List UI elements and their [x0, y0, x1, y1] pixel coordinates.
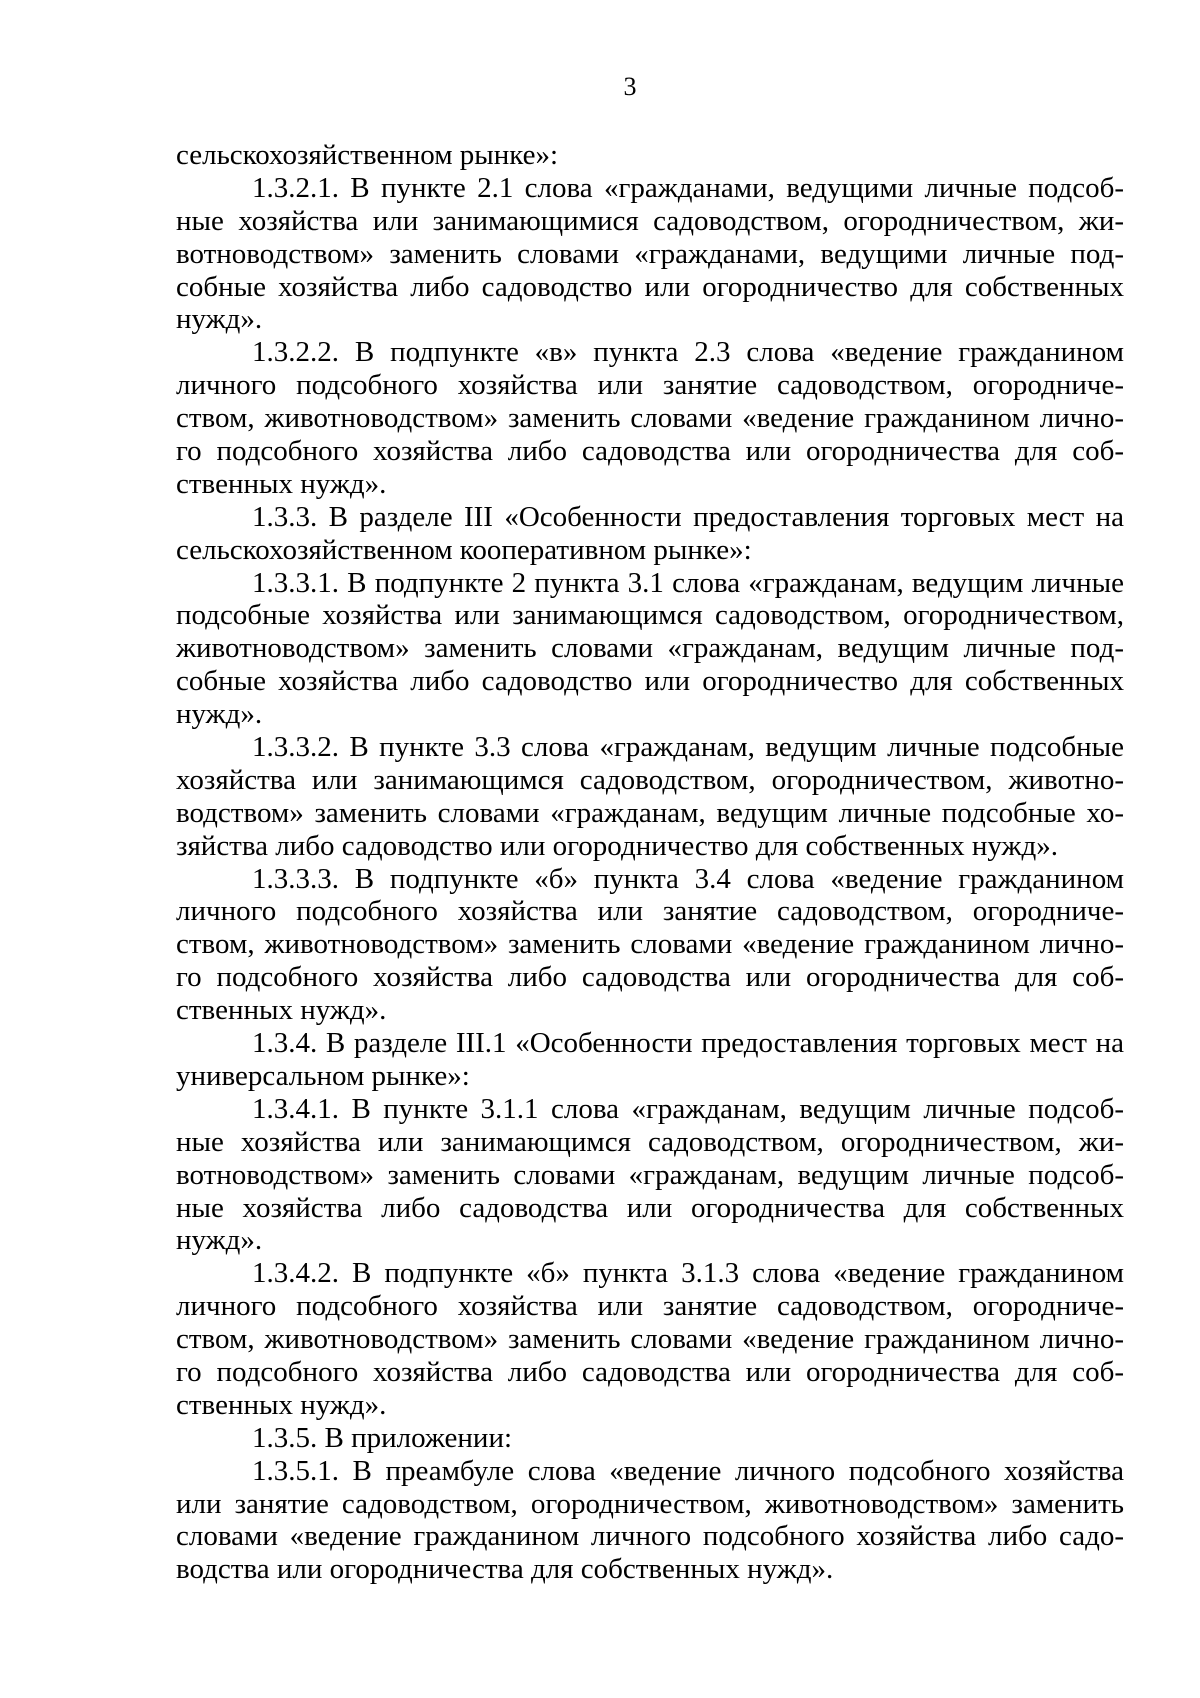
text-line: личного подсобного хозяйства или занятие садоводством, огородниче- [176, 895, 1124, 928]
text-line: 1.3.3.3. В подпункте «б» пункта 3.4 слова «ведение гражданином [252, 862, 1124, 895]
text-line: го подсобного хозяйства либо садоводства или огородничества для соб- [176, 435, 1124, 468]
text-line: хозяйства или занимающимся садоводством, огородничеством, животно- [176, 763, 1124, 796]
text-line: собные хозяйства либо садоводство или огородничество для собственных [176, 665, 1124, 698]
text-line: личного подсобного хозяйства или занятие садоводством, огородниче- [176, 369, 1124, 402]
text-line: универсальном рынке»: [176, 1059, 470, 1092]
text-line: вотноводством» заменить словами «гражданам, ведущим личные подсоб- [176, 1158, 1124, 1191]
text-line: нужд». [176, 698, 263, 731]
document-body [176, 139, 1124, 1586]
text-line: 1.3.3. В разделе III «Особенности предоставления торговых мест на [252, 500, 1124, 533]
text-line: или занятие садоводством, огородничеством, животноводством» заменить [176, 1487, 1124, 1520]
text-line: нужд». [176, 303, 263, 336]
text-line: 1.3.3.1. В подпункте 2 пункта 3.1 слова «гражданам, ведущим личные [252, 566, 1124, 599]
text-line: водства или огородничества для собственных нужд». [176, 1553, 834, 1586]
text-line: 1.3.2.1. В пункте 2.1 слова «гражданами, ведущими личные подсоб- [252, 171, 1124, 204]
text-line: 1.3.3.2. В пункте 3.3 слова «гражданам, ведущим личные подсобные [252, 731, 1124, 764]
text-line: ные хозяйства или занимающимся садоводством, огородничеством, жи- [176, 1125, 1124, 1158]
text-line: ные хозяйства или занимающимися садоводством, огородничеством, жи- [176, 204, 1124, 237]
text-line: 1.3.5. В приложении: [252, 1421, 513, 1454]
text-line: вотноводством» заменить словами «гражданами, ведущими личные под- [176, 237, 1124, 270]
text-line: словами «ведение гражданином личного подсобного хозяйства либо садо- [176, 1520, 1124, 1553]
page-number: 3 [623, 72, 637, 101]
text-line: го подсобного хозяйства либо садоводства или огородничества для соб- [176, 1355, 1124, 1388]
text-line: ственных нужд». [176, 1388, 387, 1421]
text-line: 1.3.5.1. В преамбуле слова «ведение личного подсобного хозяйства [252, 1454, 1124, 1487]
text-line: ные хозяйства либо садоводства или огородничества для собственных [176, 1191, 1124, 1224]
text-line: собные хозяйства либо садоводство или огородничество для собственных [176, 270, 1124, 303]
text-line: ством, животноводством» заменить словами «ведение гражданином лично- [176, 402, 1124, 435]
text-line: водством» заменить словами «гражданам, ведущим личные подсобные хо- [176, 796, 1124, 829]
text-line: животноводством» заменить словами «гражданам, ведущим личные под- [176, 632, 1124, 665]
text-line: 1.3.4. В разделе III.1 «Особенности предоставления торговых мест на [252, 1027, 1124, 1060]
text-line: ственных нужд». [176, 994, 387, 1027]
text-line: зяйства либо садоводство или огородничество для собственных нужд». [176, 829, 1059, 862]
text-line: подсобные хозяйства или занимающимся садоводством, огородничеством, [176, 599, 1124, 632]
text-line: ством, животноводством» заменить словами «ведение гражданином лично- [176, 928, 1124, 961]
text-line: 1.3.4.2. В подпункте «б» пункта 3.1.3 слова «ведение гражданином [252, 1257, 1124, 1290]
text-line: сельскохозяйственном кооперативном рынке»: [176, 533, 752, 566]
text-line: 1.3.4.1. В пункте 3.1.1 слова «гражданам, ведущим личные подсоб- [252, 1092, 1124, 1125]
text-line: 1.3.2.2. В подпункте «в» пункта 2.3 слова «ведение гражданином [252, 336, 1124, 369]
text-line: го подсобного хозяйства либо садоводства или огородничества для соб- [176, 961, 1124, 994]
text-line: ственных нужд». [176, 467, 387, 500]
text-line: нужд». [176, 1224, 263, 1257]
text-line: личного подсобного хозяйства или занятие садоводством, огородниче- [176, 1290, 1124, 1323]
text-line: сельскохозяйственном рынке»: [176, 139, 559, 171]
text-line: ством, животноводством» заменить словами «ведение гражданином лично- [176, 1323, 1124, 1356]
